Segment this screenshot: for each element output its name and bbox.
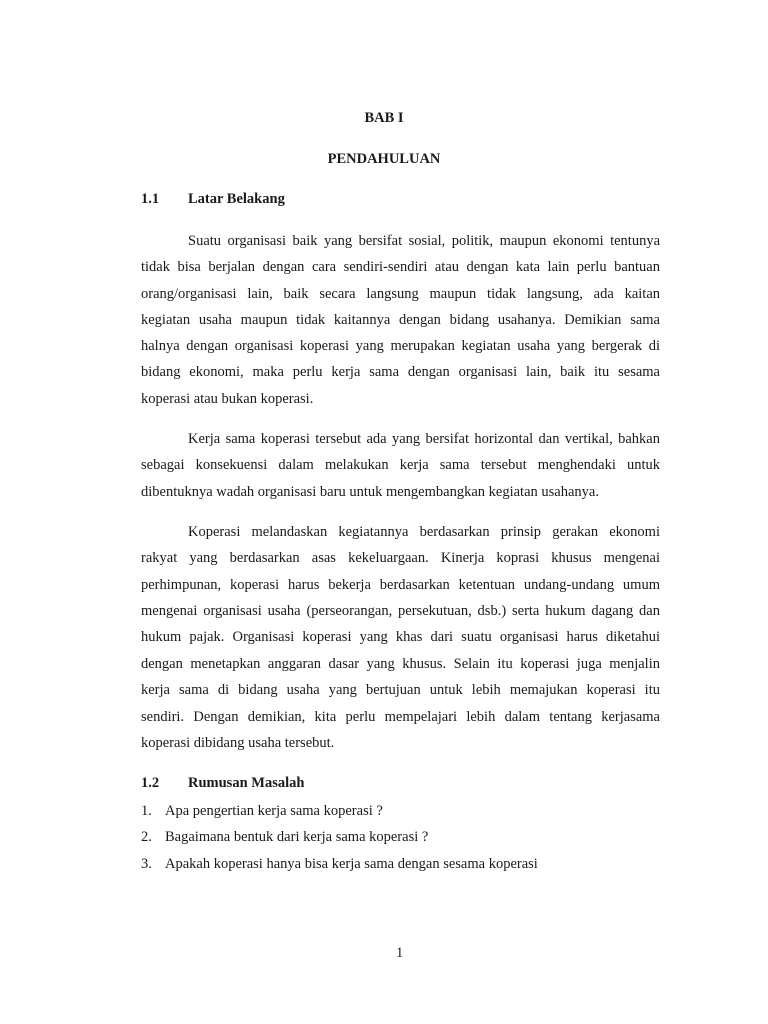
page-number: 1 (396, 945, 404, 961)
list-item-1-text: Apa pengertian kerja sama koperasi ? (165, 803, 383, 819)
section-1-title: Latar Belakang (188, 191, 285, 207)
list-item-2-number: 2. (141, 829, 152, 845)
chapter-title: PENDAHULUAN (327, 151, 441, 167)
paragraph-3-line-5: hukum pajak. Organisasi koperasi yang khas dari suatu organisasi harus diketahui (141, 629, 660, 645)
chapter-label: BAB I (364, 110, 404, 126)
list-item-2-text: Bagaimana bentuk dari kerja sama koperasi ? (165, 829, 429, 845)
paragraph-1-line-3: orang/organisasi lain, baik secara langsung maupun tidak langsung, ada kaitan (141, 286, 660, 302)
section-2-number: 1.2 (141, 775, 160, 791)
paragraph-3-line-2: rakyat yang berdasarkan asas kekeluargaan. Kinerja koprasi khusus mengenai (141, 550, 660, 566)
paragraph-2-line-1: Kerja sama koperasi tersebut ada yang bersifat horizontal dan vertikal, bahkan (188, 431, 660, 447)
paragraph-3-line-7: kerja sama di bidang usaha yang bertujuan untuk lebih memajukan koperasi itu (141, 682, 660, 698)
section-1-number: 1.1 (141, 191, 160, 207)
paragraph-1-line-5: halnya dengan organisasi koperasi yang merupakan kegiatan usaha yang bergerak di (141, 338, 660, 354)
paragraph-1-line-7: koperasi atau bukan koperasi. (141, 391, 314, 407)
paragraph-3-line-1: Koperasi melandaskan kegiatannya berdasarkan prinsip gerakan ekonomi (188, 524, 660, 540)
list-item-3-text: Apakah koperasi hanya bisa kerja sama dengan sesama koperasi (165, 856, 538, 872)
paragraph-3-line-4: mengenai organisasi usaha (perseorangan, persekutuan, dsb.) serta hukum dagang dan (141, 603, 660, 619)
paragraph-1-line-4: kegiatan usaha maupun tidak kaitannya dengan bidang usahanya. Demikian sama (141, 312, 660, 328)
paragraph-3-line-6: dengan menetapkan anggaran dasar yang khusus. Selain itu koperasi juga menjalin (141, 656, 660, 672)
paragraph-2-line-2: sebagai konsekuensi dalam melakukan kerja sama tersebut menghendaki untuk (141, 457, 660, 473)
section-2-title: Rumusan Masalah (188, 775, 305, 791)
list-item-1-number: 1. (141, 803, 152, 819)
paragraph-1-line-2: tidak bisa berjalan dengan cara sendiri-sendiri atau dengan kata lain perlu bantuan (141, 259, 660, 275)
paragraph-3-line-8: sendiri. Dengan demikian, kita perlu mempelajari lebih dalam tentang kerjasama (141, 709, 660, 725)
list-item-3-number: 3. (141, 856, 152, 872)
paragraph-1-line-6: bidang ekonomi, maka perlu kerja sama dengan organisasi lain, baik itu sesama (141, 364, 660, 380)
paragraph-3-line-3: perhimpunan, koperasi harus bekerja berdasarkan ketentuan undang-undang umum (141, 577, 660, 593)
paragraph-3-line-9: koperasi dibidang usaha tersebut. (141, 735, 335, 751)
paragraph-1-line-1: Suatu organisasi baik yang bersifat sosial, politik, maupun ekonomi tentunya (188, 233, 660, 249)
paragraph-2-line-3: dibentuknya wadah organisasi baru untuk mengembangkan kegiatan usahanya. (141, 484, 599, 500)
